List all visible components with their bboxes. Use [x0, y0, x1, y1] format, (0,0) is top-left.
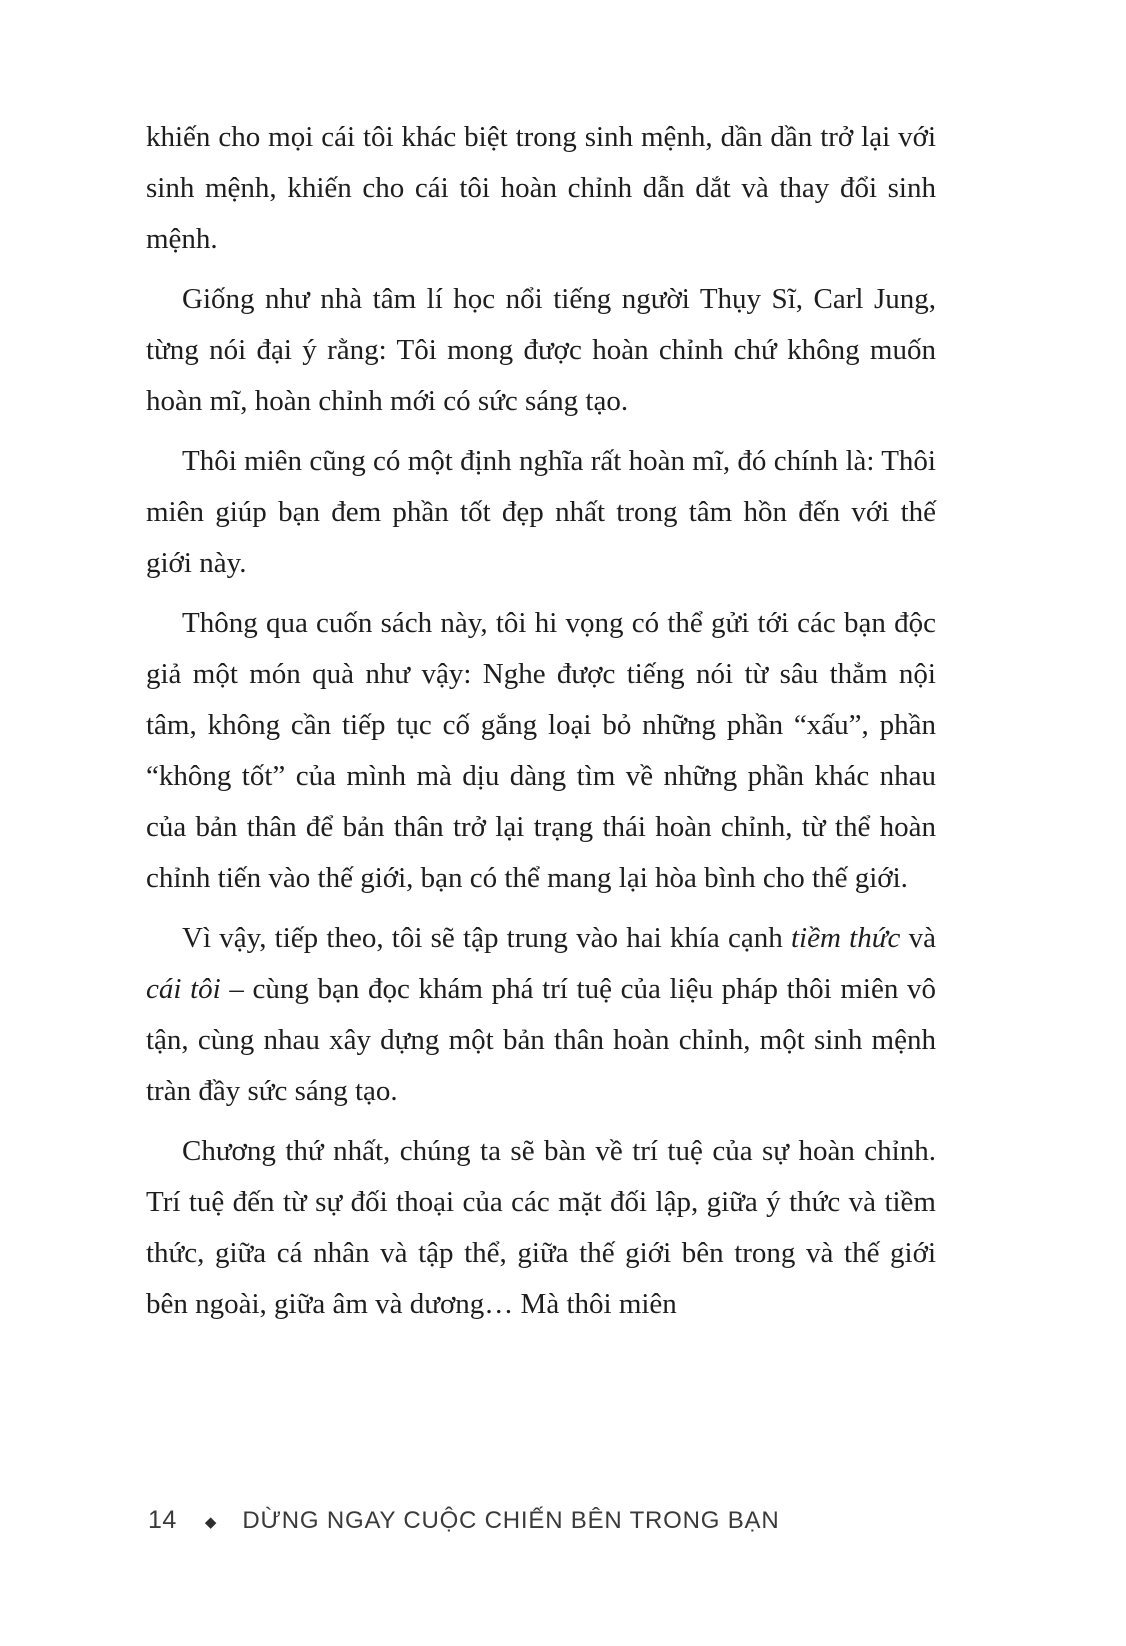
paragraph	[146, 598, 936, 904]
paragraph	[146, 1126, 936, 1330]
running-title: DỪNG NGAY CUỘC CHIẾN BÊN TRONG BẠN	[242, 1506, 780, 1534]
page-body	[146, 112, 936, 1339]
page-number: 14	[148, 1506, 177, 1534]
text-run: và	[900, 922, 936, 954]
text-run: Giống như nhà tâm lí học nổi tiếng người Thụy Sĩ, Carl Jung, từng nói đại ý rằng: Tôi mong được hoàn chỉnh chứ không muốn hoàn mĩ, hoàn chỉnh mới có sức sáng tạo.	[146, 283, 936, 417]
italic-text-run: tiềm thức	[790, 922, 901, 954]
paragraph	[146, 112, 936, 265]
italic-text-run: cái tôi	[146, 973, 221, 1005]
diamond-icon: ◆	[204, 1513, 217, 1531]
paragraph	[146, 436, 936, 589]
text-run: Vì vậy, tiếp theo, tôi sẽ tập trung vào hai khía cạnh	[182, 922, 791, 954]
text-run: khiến cho mọi cái tôi khác biệt trong sinh mệnh, dần dần trở lại với sinh mệnh, khiến cho cái tôi hoàn chỉnh dẫn dắt và thay đổi sinh mệnh.	[146, 121, 936, 255]
text-run: Thôi miên cũng có một định nghĩa rất hoàn mĩ, đó chính là: Thôi miên giúp bạn đem phần tốt đẹp nhất trong tâm hồn đến với thế giới này.	[146, 445, 936, 579]
page-footer	[148, 1506, 779, 1535]
text-run: Chương thứ nhất, chúng ta sẽ bàn về trí tuệ của sự hoàn chỉnh. Trí tuệ đến từ sự đối thoại của các mặt đối lập, giữa ý thức và tiềm thức, giữa cá nhân và tập thể, giữa thế giới bên trong và thế giới bên ngoài, giữa âm và dương… Mà thôi miên	[146, 1135, 936, 1320]
text-run: Thông qua cuốn sách này, tôi hi vọng có thể gửi tới các bạn độc giả một món quà như vậy: Nghe được tiếng nói từ sâu thẳm nội tâm, không cần tiếp tục cố gắng loại bỏ những phần “xấu”, phần “không tốt” của mình mà dịu dàng tìm về những phần khác nhau của bản thân để bản thân trở lại trạng thái hoàn chỉnh, từ thể hoàn chỉnh tiến vào thế giới, bạn có thể mang lại hòa bình cho thế giới.	[146, 607, 936, 894]
text-run: – cùng bạn đọc khám phá trí tuệ của liệu pháp thôi miên vô tận, cùng nhau xây dựng một bản thân hoàn chỉnh, một sinh mệnh tràn đầy sức sáng tạo.	[146, 973, 936, 1107]
paragraph	[146, 274, 936, 427]
paragraph	[146, 913, 936, 1117]
